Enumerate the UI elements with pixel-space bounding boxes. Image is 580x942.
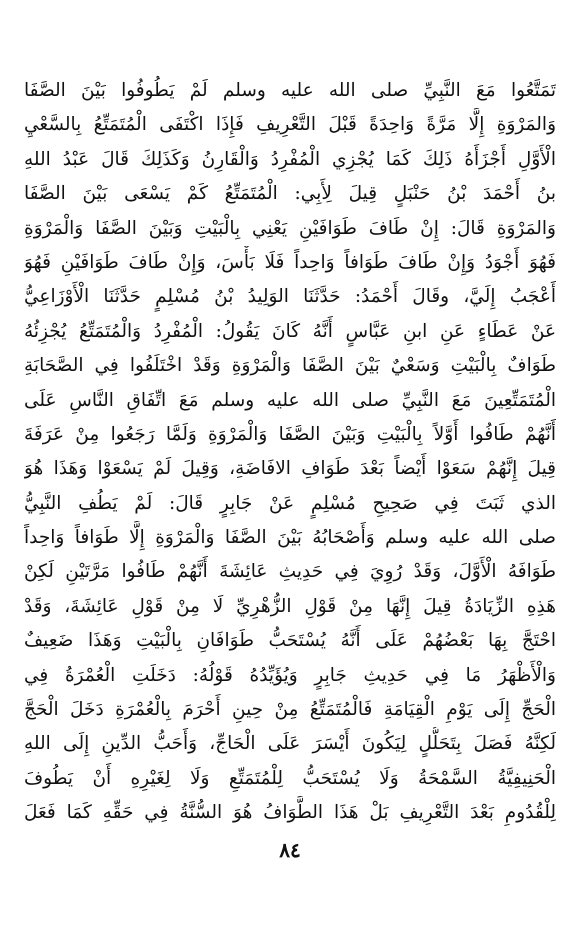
text-line: الذي ثَبَتَ فِي صَحِيحِ مُسْلِمٍ عَنْ جَابِرٍ قَالَ: لَمْ يَطُفِ النَّبِيُّ [24,492,556,514]
text-line: الْحَجِّ إِلَى يَوْمِ الْقِيَامَةِ فَالْمُتَمَتِّعُ مِنْ حِينِ أَحْرَمَ بِالْعُمْرَةِ دَخَلَ الْحَجَّ [24,699,556,721]
page-number: ٨٤ [279,838,301,862]
text-line: تَمَتَّعُوا مَعَ النَّبِيِّ صلى الله عليه وسلم لَمْ يَطُوفُوا بَيْنَ الصَّفَا [24,80,556,101]
text-line: طَوَافَهُ الْأَوَّلَ، وَقَدْ رُوِيَ فِي حَدِيثِ عَائِشَةَ أَنَّهُمْ طَافُوا مَرَّتَيْنِ لَكِنْ [24,561,556,583]
text-line: الْأَوَّلِ أَجْزَأَهُ ذَلِكَ كَمَا يُجْزِي الْمُفْرِدُ وَالْقَارِنُ وَكَذَلِكَ قَالَ عَبْدُ اللهِ [24,148,556,170]
text-line: احْتَجَّ بِهَا بَعْضُهُمْ عَلَى أَنَّهُ يُسْتَحَبُّ طَوَافَانِ بِالْبَيْتِ وَهَذَا ضَعِيفٌ [24,630,556,652]
body-text [24,74,556,831]
text-line: صلى الله عليه وسلم وَأَصْحَابُهُ بَيْنَ الصَّفَا وَالْمَرْوَةِ إِلَّا طَوَافاً وَاحِداً [24,527,556,549]
text-line: لِلْقُدُومِ بَعْدَ التَّعْرِيفِ بَلْ هَذَا الطَّوَافُ هُوَ السُّنَّةُ فِي حَقِّهِ كَمَا فَعَلَ [24,802,556,824]
text-line: قِيلَ إِنَّهُمْ سَعَوْا أَيْضاً بَعْدَ طَوَافِ الافَاضَةِ، وَقِيلَ لَمْ يَسْعَوْا وَهَذَا هُوَ [24,458,556,480]
text-line: فَهُوَ أَجْوَدُ وَإِنْ طَافَ طَوَافاً وَاحِداً فَلَا بَأْسَ، وَإِنْ طَافَ طَوَافَيْنِ فَهُوَ [24,251,556,273]
text-line: بنُ أَحْمَدَ بْنُ حَنْبَلٍ قِيلَ لِأَبِي: الْمُتَمَتِّعُ كَمْ يَسْعَى بَيْنَ الصَّفَا [24,183,556,205]
text-line: وَالمَرْوَةِ قَالَ: إِنْ طَافَ طَوَافَيْنِ يَعْنِي بِالْبَيْتِ وَبَيْنَ الصَّفَا وَالْمَرْوَةِ [24,217,556,239]
text-line: هَذِهِ الزِّيَادَةُ قِيلَ إِنَّهَا مِنْ قَوْلِ الزُّهْرِيِّ لَا مِنْ قَوْلِ عَائِشَةَ، وَقَدْ [24,595,556,617]
text-line: الْحَنِيفِيَّةُ السَّمْحَةُ وَلَا يُسْتَحَبُّ لِلْمُتَمَتِّعِ وَلَا لِغَيْرِهِ أَنْ يَطُوفَ [24,767,556,789]
text-line: وَالمَرْوَةِ إِلَّا مَرَّةً وَاحِدَةً قَبْلَ التَّعْرِيفِ فَإِذَا اكْتَفَى الْمُتَمَتِّعُ بِالسَّعْيِ [24,114,556,136]
text-line: أَعْجَبُ إِلَيَّ، وقَالَ أَحْمَدُ: حَدَّثَنَا الوَلِيدُ بْنُ مُسْلِمٍ حَدَّثَنَا الْأَوْزَاعِيُّ [24,286,556,308]
text-line: وَالْأَظْهَرُ مَا فِي حَدِيثِ جَابِرٍ وَيُؤَيِّدُهُ قَوْلُهُ: دَخَلَتِ الْعُمْرَةُ فِي [24,664,556,686]
text-line: أَنَّهُمْ طَافُوا أَوَّلاً بِالْبَيْتِ وَبَيْنَ الصَّفَا وَالْمَرْوَةِ وَلَمَّا رَجَعُوا مِنْ عَرَفَةَ [24,423,556,445]
text-line: الْمُتَمَتِّعِينَ مَعَ النَّبِيِّ صلى الله عليه وسلم مَعَ اتِّفَاقِ النَّاسِ عَلَى [24,389,556,411]
text-line: طَوَافٌ بِالْبَيْتِ وَسَعْيٌ بَيْنَ الصَّفَا وَالْمَرْوَةِ وَقَدْ اخْتَلَفُوا فِي الصَّحَابَةِ [24,355,556,377]
text-line: لَكِنَّهُ فَصَلَ بِتَحَلُّلٍ لِيَكُونَ أَيْسَرَ عَلَى الْحَاجِّ، وَأَحَبُّ الدِّينِ إِلَى اللهِ [24,733,556,755]
text-line: عَنْ عَطَاءٍ عَنِ ابنِ عَبَّاسٍ أَنَّهُ كَانَ يَقُولُ: الْمُفْرِدُ وَالْمُتَمَتِّعُ يُجْزِئُهُ [24,320,556,342]
